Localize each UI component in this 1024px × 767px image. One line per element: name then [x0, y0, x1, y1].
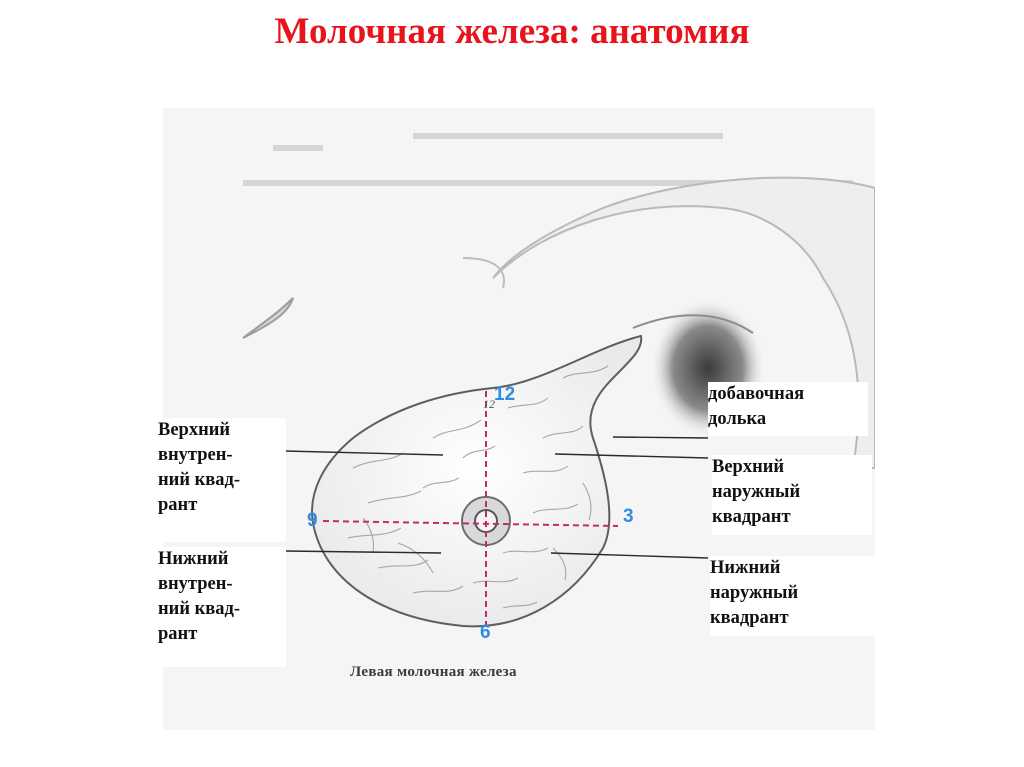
clock-mark-12: 12 — [494, 384, 516, 405]
label-upper-inner-quadrant: Верхний внутрен- ний квад- рант — [158, 418, 286, 542]
breast-outline — [312, 336, 641, 626]
label-lower-inner-quadrant: Нижний внутрен- ний квад- рант — [158, 547, 286, 667]
neck-notch — [243, 298, 293, 338]
clock-mark-3: 3 — [623, 506, 634, 527]
figure-caption: Левая молочная железа — [350, 664, 517, 680]
svg-text:12: 12 — [483, 397, 495, 411]
clock-mark-6: 6 — [480, 622, 491, 643]
slide-title: Молочная железа: анатомия — [274, 11, 750, 52]
background-faded-text — [243, 136, 853, 183]
label-lower-outer-quadrant: Нижний наружный квадрант — [710, 556, 875, 636]
clock-mark-9: 9 — [307, 510, 318, 531]
label-accessory-lobe: добавочная долька — [708, 382, 868, 436]
label-upper-outer-quadrant: Верхний наружный квадрант — [712, 455, 872, 535]
leader-accessory-lobe — [613, 437, 708, 438]
